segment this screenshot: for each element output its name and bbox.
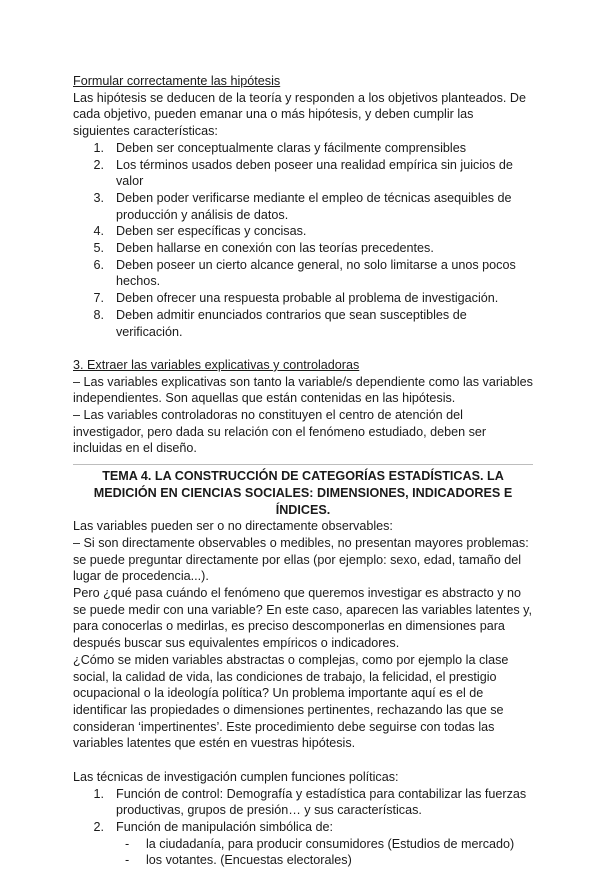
- list-item: 2. Los términos usados deben poseer una realidad empírica sin juicios de valor: [93, 157, 513, 189]
- list-item: - la ciudadanía, para producir consumidores (Estudios de mercado): [125, 836, 515, 851]
- list-item: 5. Deben hallarse en conexión con las teorías precedentes.: [93, 241, 434, 256]
- variables-explicativas-paragraph: – Las variables explicativas son tanto la variable/s dependiente como las variables independientes. Son aquellas que están contenidas en las hipótesis.: [73, 374, 533, 406]
- list-item: - los votantes. (Encuestas electorales): [125, 853, 352, 868]
- tema4-paragraph: – Si son directamente observables o medibles, no presentan mayores problemas: se puede preguntar directamente por ellas (por ejemplo: sexo, edad, tamaño del lugar de procedencia...).: [73, 535, 529, 584]
- list-item: 6. Deben poseer un cierto alcance general, no solo limitarse a unos pocos hechos.: [93, 257, 516, 289]
- hipotesis-intro: Las hipótesis se deducen de la teoría y responden a los objetivos planteados. De cada objetivo, pueden emanar una o más hipótesis, y deben cumplir las siguientes características:: [73, 90, 526, 139]
- manipulacion-sub-list: [73, 836, 533, 869]
- section-divider: [73, 464, 533, 465]
- tema4-title: TEMA 4. LA CONSTRUCCIÓN DE CATEGORÍAS ESTADÍSTICAS. LA MEDICIÓN EN CIENCIAS SOCIALES: DIMENSIONES, INDICADORES E ÍNDICES.: [93, 469, 513, 517]
- section-heading-variables: 3. Extraer las variables explicativas y controladoras: [73, 357, 360, 372]
- list-item: 1. Función de control: Demografía y estadística para contabilizar las fuerzas productivas, grupos de presión… y sus características.: [93, 786, 527, 818]
- spacer: [73, 340, 533, 357]
- hipotesis-characteristics-list: [73, 140, 533, 340]
- section-heading-hipotesis: Formular correctamente las hipótesis: [73, 74, 281, 88]
- tema4-paragraph: Pero ¿qué pasa cuándo el fenómeno que queremos investigar es abstracto y no se puede medir con una variable? En este caso, aparecen las variables latentes y, para conocerlas o medirlas, es preciso descomponerlas en dimensiones para después buscar sus equivalentes empíricos o indicadores.: [73, 586, 533, 651]
- list-item: 3. Deben poder verificarse mediante el empleo de técnicas asequibles de producción y análisis de datos.: [93, 190, 512, 222]
- funciones-list: [73, 786, 533, 836]
- list-item: 7. Deben ofrecer una respuesta probable al problema de investigación.: [93, 291, 499, 306]
- tema4-paragraph: Las variables pueden ser o no directamente observables:: [73, 519, 393, 534]
- list-item: 1. Deben ser conceptualmente claras y fácilmente comprensibles: [93, 140, 466, 155]
- document-body: [73, 73, 533, 869]
- tema4-paragraph: Las técnicas de investigación cumplen funciones políticas:: [73, 769, 399, 784]
- list-item: 8. Deben admitir enunciados contrarios que sean susceptibles de verificación.: [93, 307, 467, 339]
- list-item: 2. Función de manipulación simbólica de:: [93, 819, 334, 834]
- variables-controladoras-paragraph: – Las variables controladoras no constituyen el centro de atención del investigador, pero dada su relación con el fenómeno estudiado, deben ser incluidas en el diseño.: [73, 408, 487, 456]
- spacer: [73, 752, 533, 769]
- tema4-paragraph: ¿Cómo se miden variables abstractas o complejas, como por ejemplo la clase social, la calidad de vida, las condiciones de trabajo, la felicidad, el prestigio ocupacional o la ideología política? Un problema importante aquí es el de identificar las propiedades o dimensiones pertinentes, rechazando las que se consideran ‘impertinentes’. Este procedimiento debe seguirse con todas las variables latentes que estén en vuestras hipótesis.: [73, 652, 509, 751]
- list-item: 4. Deben ser específicas y concisas.: [93, 224, 307, 239]
